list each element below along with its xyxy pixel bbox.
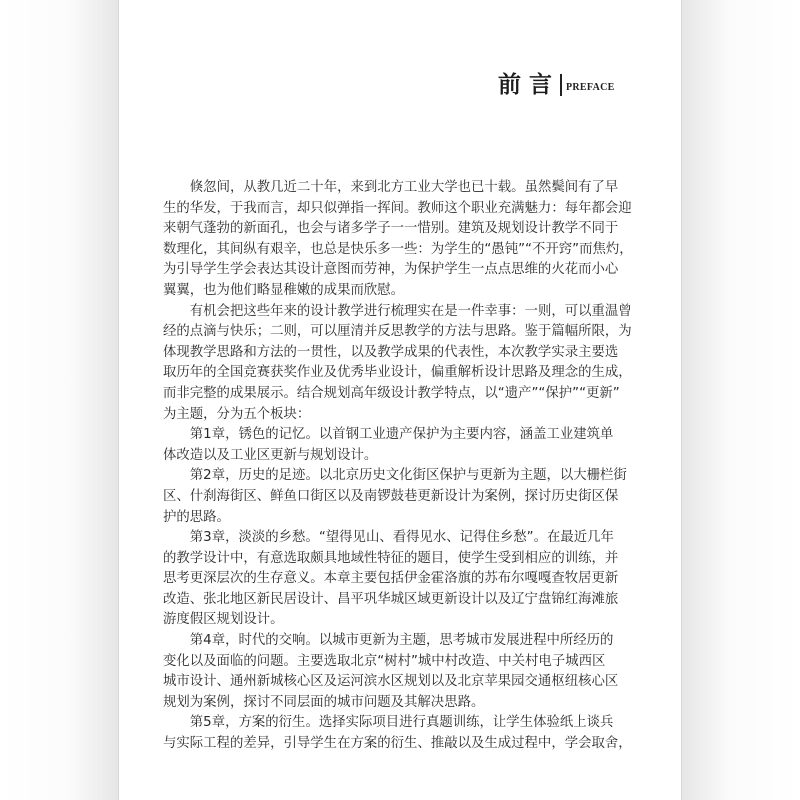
text-line: 护的思路。: [163, 509, 230, 525]
text-line: 来朝气蓬勃的新面孔，也会与诸多学子一一惜别。建筑及规划设计教学不同于: [163, 221, 619, 237]
right-margin-shadow: [682, 0, 800, 800]
text-line: 数理化，其间纵有艰辛，也总是快乐多一些：为学生的“愚钝”“不开窍”而焦灼，: [163, 241, 633, 257]
text-line: 城市设计、通州新城核心区及运河滨水区规划以及北京苹果园交通枢纽核心区: [163, 674, 619, 690]
text-line: 思考更深层次的生存意义。本章主要包括伊金霍洛旗的苏布尔嘎嘎查牧居更新: [163, 571, 619, 587]
text-line: 有机会把这些年来的设计教学进行梳理实在是一件幸事：一则，可以重温曾: [189, 303, 632, 319]
text-line: 而非完整的成果展示。结合规划高年级设计教学特点，以“遗产”“保护”“更新”: [163, 385, 620, 401]
text-line: 取历年的全国竞赛获奖作业及优秀毕业设计，偏重解析设计思路及理念的生成，: [163, 365, 632, 381]
text-line: 的教学设计中，有意选取颇具地域性特征的题目，使学生受到相应的训练，并: [163, 550, 619, 566]
text-line: 为主题，分为五个板块：: [163, 406, 311, 422]
text-line: 第2章，历史的足迹。以北京历史文化街区保护与更新为主题，以大栅栏街: [189, 468, 627, 484]
text-line: 翼翼，也为他们略显稚嫩的成果而欣慰。: [163, 282, 405, 298]
text-line: 游度假区规划设计。: [163, 612, 284, 628]
text-line: 与实际工程的差异，引导学生在方案的衍生、推敲以及生成过程中，学会取舍，: [163, 736, 632, 752]
text-line: 变化以及面临的问题。主要选取北京“树村”城中村改造、中关村电子城西区: [163, 653, 606, 669]
text-line: 第3章，淡淡的乡愁。“望得见山、看得见水、记得住乡愁”。在最近几年: [189, 530, 614, 546]
text-line: 倏忽间，从教几近二十年，来到北方工业大学也已十载。虽然鬓间有了早: [189, 180, 619, 195]
heading-title-cn: 前言: [498, 71, 560, 98]
heading-title-en: PREFACE: [566, 81, 615, 93]
text-line: 规划为案例，探讨不同层面的城市问题及其解决思路。: [163, 694, 485, 710]
left-margin-shadow: [0, 0, 118, 800]
text-line: 区、什刹海街区、鲜鱼口街区以及南锣鼓巷更新设计为案例，探讨历史街区保: [163, 488, 619, 504]
text-line: 为引导学生学会表达其设计意图而劳神，为保护学生一点点思维的火花而小心: [163, 262, 619, 278]
text-line: 经的点滴与快乐；二则，可以厘清并反思教学的方法与思路。鉴于篇幅所限，为: [163, 324, 632, 340]
preface-body: [163, 178, 637, 755]
heading-divider: [560, 74, 562, 96]
preface-heading: [498, 72, 615, 98]
text-line: 体现教学思路和方法的一贯性，以及教学成果的代表性，本次教学实录主要选: [163, 344, 619, 360]
text-line: 第4章，时代的交响。以城市更新为主题，思考城市发展进程中所经历的: [189, 633, 614, 649]
text-line: 生的华发，于我而言，却只似弹指一挥间。教师这个职业充满魅力：每年都会迎: [163, 200, 632, 216]
text-line: 第1章，锈色的记忆。以首钢工业遗产保护为主要内容，涵盖工业建筑单: [189, 427, 614, 443]
text-line: 第5章，方案的衍生。选择实际项目进行真题训练，让学生体验纸上谈兵: [189, 715, 614, 731]
text-line: 体改造以及工业区更新与规划设计。: [163, 447, 378, 463]
text-line: 改造、张北地区新民居设计、昌平巩华城区域更新设计以及辽宁盘锦红海滩旅: [163, 591, 619, 607]
